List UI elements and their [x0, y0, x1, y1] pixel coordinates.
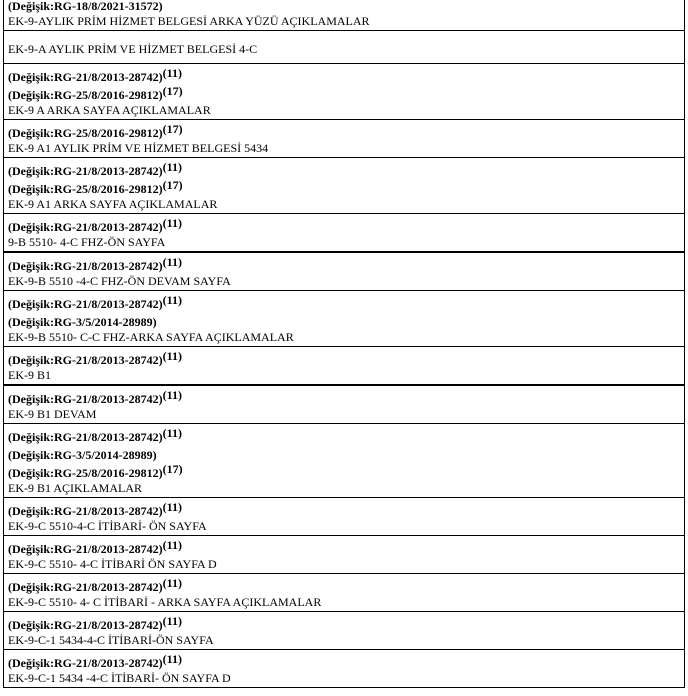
amendment-text: (Değişik:RG-21/8/2013-28742) — [8, 580, 163, 594]
amendment-text: (Değişik:RG-21/8/2013-28742) — [8, 70, 163, 84]
amendment-text: (Değişik:RG-21/8/2013-28742) — [8, 430, 163, 444]
table-row — [4, 31, 685, 64]
annex-title: EK-9-C 5510- 4- C İTİBARİ - ARKA SAYFA AÇIKLAMALAR — [8, 595, 322, 609]
annex-cell — [4, 120, 685, 158]
annex-title: 9-B 5510- 4-C FHZ-ÖN SAYFA — [8, 235, 166, 249]
footnote-ref: (17) — [162, 178, 183, 192]
table-row — [4, 498, 685, 536]
annex-title: EK-9-C 5510- 4-C İTİBARİ ÖN SAYFA D — [8, 557, 217, 571]
amendment-note — [8, 255, 680, 273]
amendment-text: (Değişik:RG-3/5/2014-28989) — [8, 448, 157, 462]
amendment-note — [8, 122, 680, 140]
amendment-text: (Değişik:RG-21/8/2013-28742) — [8, 618, 163, 632]
footnote-ref: (11) — [162, 426, 182, 440]
amendment-note — [8, 66, 680, 84]
annex-title: EK-9 B1 AÇIKLAMALAR — [8, 481, 142, 495]
amendment-note — [8, 315, 680, 329]
annex-cell — [4, 574, 685, 612]
footnote-ref: (11) — [162, 652, 182, 666]
footnote-ref: (11) — [162, 66, 182, 80]
annex-cell — [4, 498, 685, 536]
annex-table — [3, 0, 685, 688]
table-row — [4, 424, 685, 498]
footnote-ref: (11) — [162, 349, 182, 363]
amendment-note — [8, 652, 680, 670]
footnote-ref: (11) — [162, 614, 182, 628]
annex-title: EK-9 B1 DEVAM — [8, 407, 97, 421]
footnote-ref: (11) — [162, 538, 182, 552]
amendment-note — [8, 388, 680, 406]
amendment-text: (Değişik:RG-21/8/2013-28742) — [8, 656, 163, 670]
amendment-text: (Değişik:RG-21/8/2013-28742) — [8, 353, 163, 367]
table-row — [4, 252, 685, 291]
table-row — [4, 385, 685, 424]
amendment-text: (Değişik:RG-3/5/2014-28989) — [8, 315, 157, 329]
footnote-ref: (11) — [162, 388, 182, 402]
amendment-note — [8, 462, 680, 480]
amendment-note — [8, 349, 680, 367]
annex-cell — [4, 424, 685, 498]
amendment-text: (Değişik:RG-25/8/2016-29812) — [8, 126, 163, 140]
annex-title: EK-9 A1 ARKA SAYFA AÇIKLAMALAR — [8, 197, 218, 211]
amendment-text: (Değişik:RG-21/8/2013-28742) — [8, 297, 163, 311]
footnote-ref: (11) — [162, 576, 182, 590]
footnote-ref: (17) — [162, 462, 183, 476]
amendment-note — [8, 293, 680, 311]
amendment-note — [8, 160, 680, 178]
footnote-ref: (17) — [162, 122, 183, 136]
table-row — [4, 291, 685, 347]
annex-cell — [4, 291, 685, 347]
amendment-text: (Değişik:RG-25/8/2016-29812) — [8, 466, 163, 480]
table-row — [4, 64, 685, 120]
amendment-text: (Değişik:RG-25/8/2016-29812) — [8, 182, 163, 196]
amendment-note — [8, 178, 680, 196]
annex-cell — [4, 347, 685, 386]
annex-title: EK-9-A AYLIK PRİM VE HİZMET BELGESİ 4-C — [8, 42, 258, 56]
amendment-text: (Değişik:RG-21/8/2013-28742) — [8, 220, 163, 234]
amendment-note — [8, 0, 680, 13]
amendment-text: (Değişik:RG-18/8/2021-31572) — [8, 0, 163, 13]
amendment-text: (Değişik:RG-21/8/2013-28742) — [8, 542, 163, 556]
annex-title: EK-9-B 5510- C-C FHZ-ARKA SAYFA AÇIKLAMALAR — [8, 330, 294, 344]
annex-title: EK-9 A1 AYLIK PRİM VE HİZMET BELGESİ 5434 — [8, 141, 269, 155]
amendment-note — [8, 84, 680, 102]
annex-cell — [4, 214, 685, 253]
annex-title: EK-9 A ARKA SAYFA AÇIKLAMALAR — [8, 103, 211, 117]
footnote-ref: (11) — [162, 216, 182, 230]
footnote-ref: (17) — [162, 84, 183, 98]
annex-title: EK-9-B 5510 -4-C FHZ-ÖN DEVAM SAYFA — [8, 274, 231, 288]
annex-cell — [4, 31, 685, 64]
footnote-ref: (11) — [162, 500, 182, 514]
amendment-note — [8, 538, 680, 556]
annex-table-body — [4, 0, 685, 688]
annex-cell — [4, 158, 685, 214]
footnote-ref: (11) — [162, 255, 182, 269]
annex-title: EK-9-AYLIK PRİM HİZMET BELGESİ ARKA YÜZÜ AÇIKLAMALAR — [8, 14, 370, 28]
amendment-note — [8, 576, 680, 594]
amendment-text: (Değişik:RG-21/8/2013-28742) — [8, 504, 163, 518]
table-row — [4, 214, 685, 253]
table-row — [4, 158, 685, 214]
annex-title: EK-9 B1 — [8, 368, 51, 382]
annex-cell — [4, 536, 685, 574]
table-row — [4, 574, 685, 612]
table-row — [4, 650, 685, 688]
table-row — [4, 536, 685, 574]
amendment-text: (Değişik:RG-21/8/2013-28742) — [8, 164, 163, 178]
amendment-note — [8, 500, 680, 518]
annex-title: EK-9-C 5510-4-C İTİBARİ- ÖN SAYFA — [8, 519, 207, 533]
amendment-text: (Değişik:RG-21/8/2013-28742) — [8, 259, 163, 273]
amendment-text: (Değişik:RG-21/8/2013-28742) — [8, 392, 163, 406]
amendment-note — [8, 426, 680, 444]
annex-cell — [4, 612, 685, 650]
annex-cell — [4, 650, 685, 688]
table-row — [4, 612, 685, 650]
footnote-ref: (11) — [162, 293, 182, 307]
annex-title: EK-9-C-1 5434-4-C İTİBARİ-ÖN SAYFA — [8, 633, 214, 647]
annex-cell — [4, 0, 685, 31]
annex-cell — [4, 385, 685, 424]
amendment-text: (Değişik:RG-25/8/2016-29812) — [8, 88, 163, 102]
amendment-note — [8, 614, 680, 632]
table-row — [4, 0, 685, 31]
footnote-ref: (11) — [162, 160, 182, 174]
amendment-note — [8, 448, 680, 462]
annex-cell — [4, 64, 685, 120]
table-row — [4, 120, 685, 158]
amendment-note — [8, 216, 680, 234]
table-row — [4, 347, 685, 386]
annex-cell — [4, 252, 685, 291]
annex-title: EK-9-C-1 5434 -4-C İTİBARİ- ÖN SAYFA D — [8, 671, 231, 685]
